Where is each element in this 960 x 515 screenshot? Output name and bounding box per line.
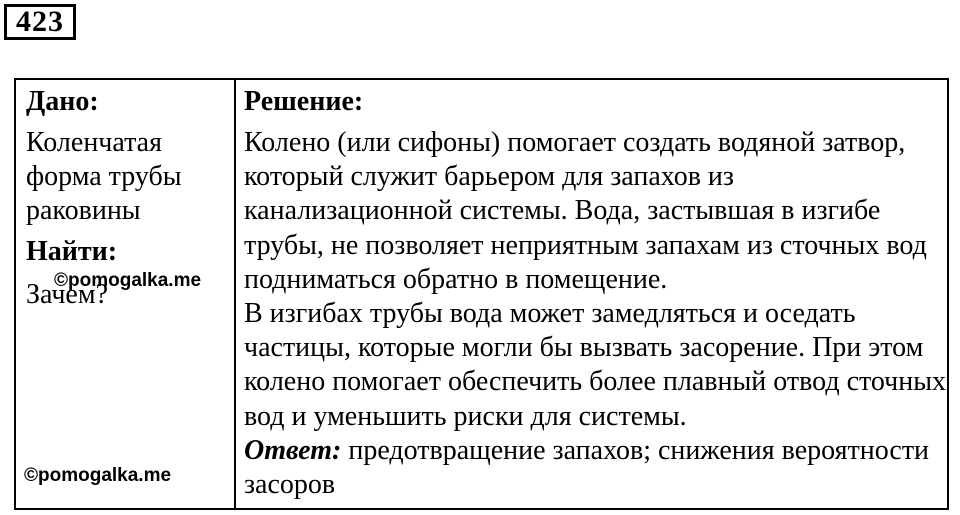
- find-heading: Найти:: [26, 236, 118, 267]
- answer-label: Ответ:: [244, 434, 342, 466]
- solution-paragraph: В изгибах трубы вода может замедляться и оседать частицы, которые могли бы вызвать засорение. При этом колено помогает обеспечить более плавный отвод сточных вод и уменьшить риски для системы.: [244, 298, 947, 432]
- watermark: ©pomogalka.me: [54, 270, 202, 291]
- solution-paragraph: Колено (или сифоны) помогает создать водяной затвор, который служит барьером для запахов из канализационной системы. Вода, застывшая в изгибе трубы, не позволяет неприятным запахам из сточных вод подниматься обратно в помещение.: [244, 127, 927, 295]
- answer: [244, 434, 947, 502]
- watermark: ©pomogalka.me: [24, 465, 172, 486]
- solution-column: [236, 80, 947, 508]
- solution-heading: Решение:: [244, 86, 364, 117]
- solution-table: [14, 78, 949, 510]
- given-heading: Дано:: [26, 86, 99, 117]
- problem-number: 423: [4, 4, 76, 40]
- given-text: Коленчатая форма трубы раковины: [26, 127, 182, 226]
- find-text: Зачем?: [26, 279, 108, 310]
- answer-text: предотвращение запахов; снижения вероятности засоров: [244, 434, 930, 501]
- given-column: [16, 80, 236, 508]
- solution-body: [244, 126, 947, 502]
